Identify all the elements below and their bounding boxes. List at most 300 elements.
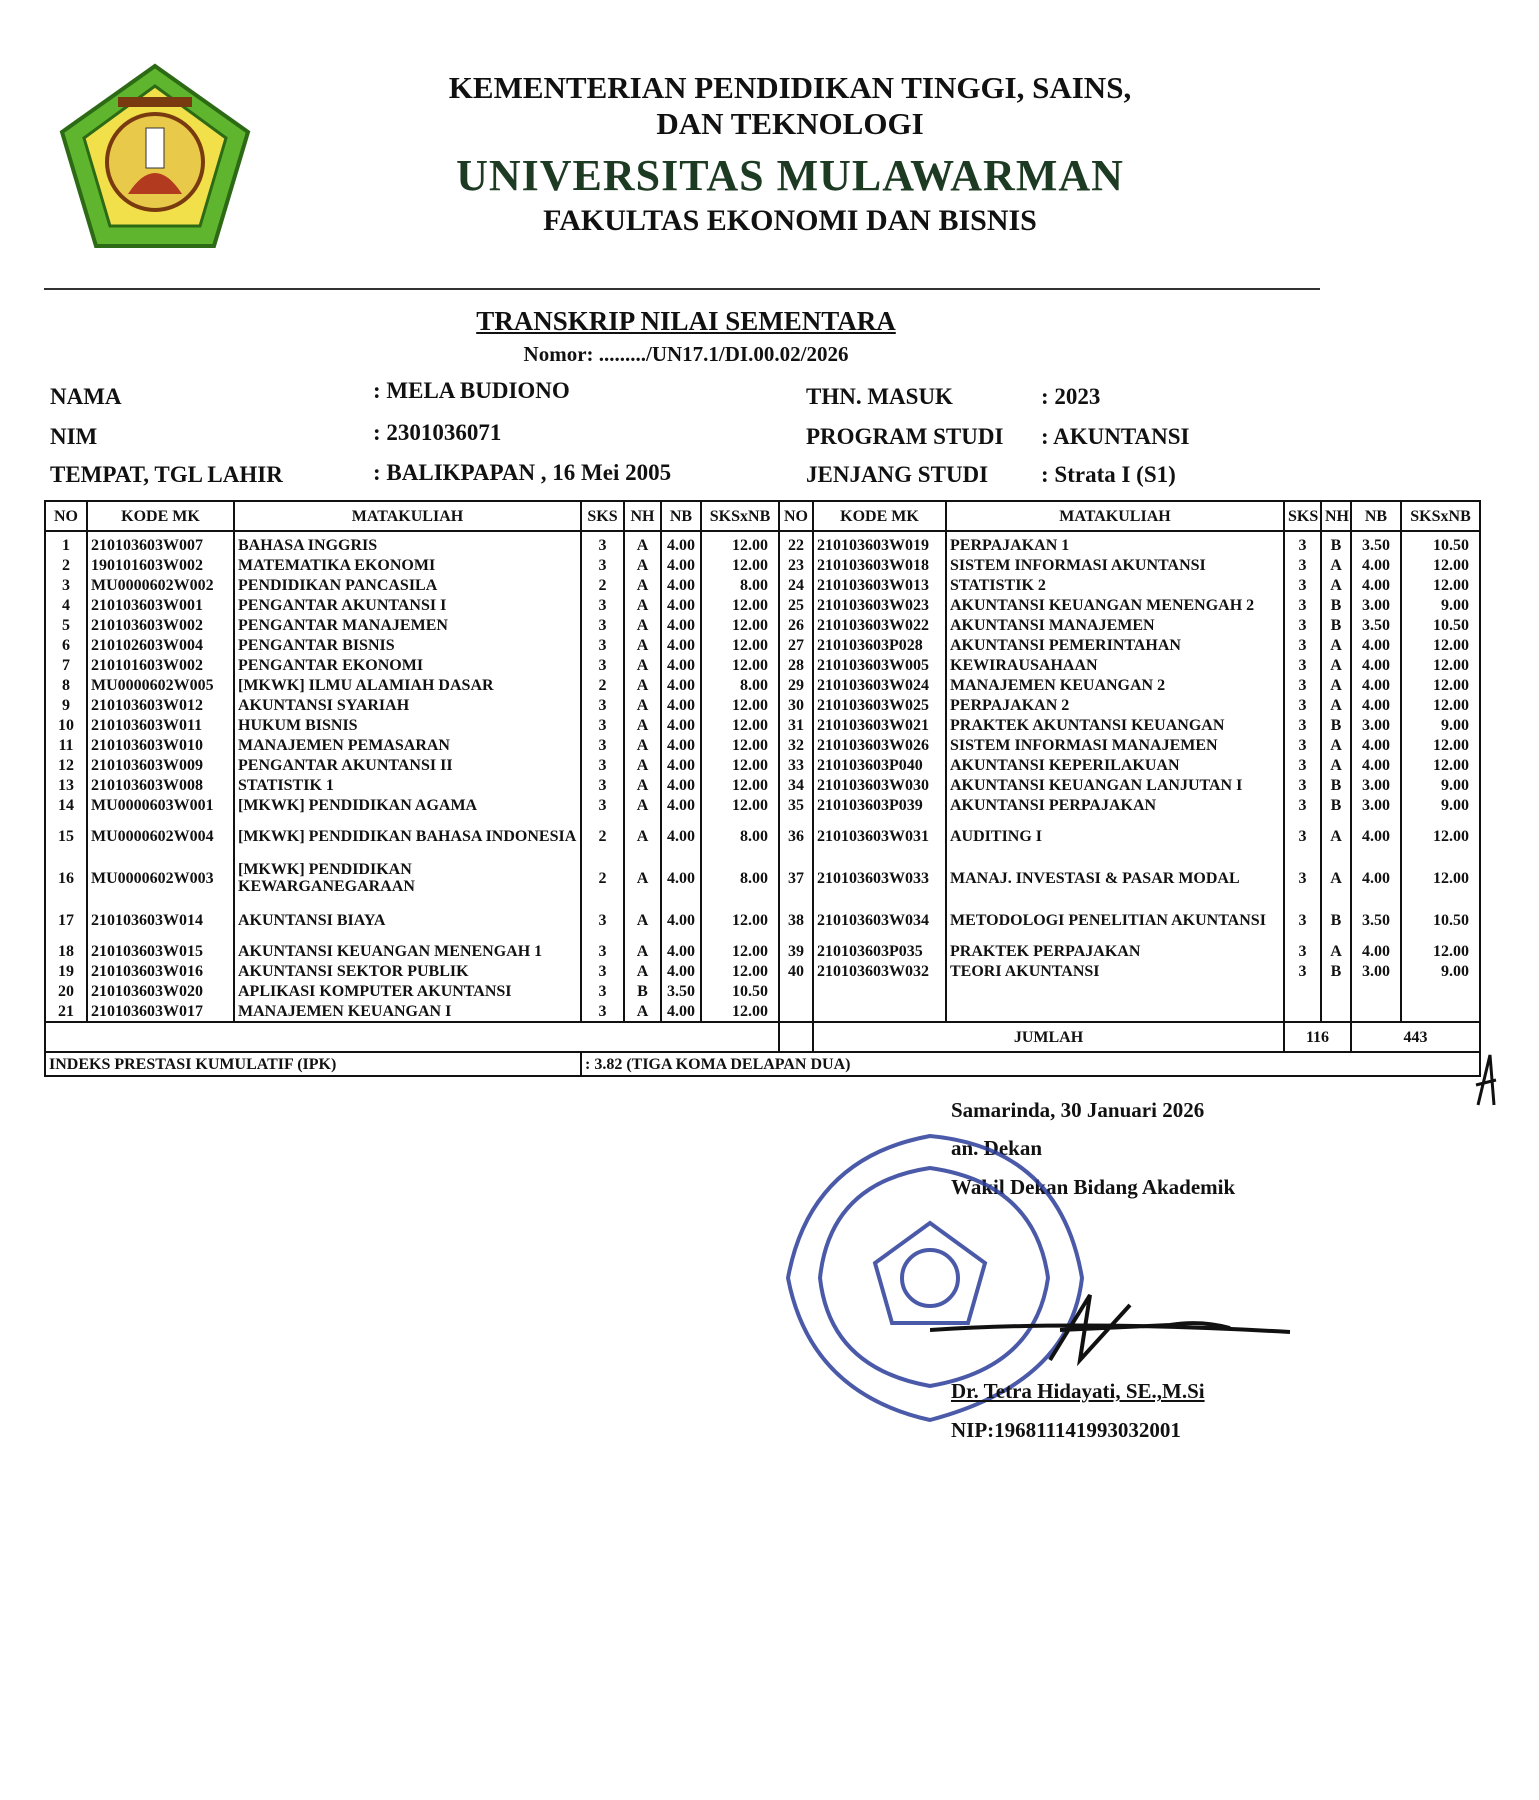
cell-nh: B (1321, 775, 1351, 795)
cell-kode-mk: MU0000603W001 (87, 795, 234, 815)
cell-no: 27 (779, 635, 813, 655)
cell-no: 20 (45, 981, 87, 1001)
jenjang-value: : Strata I (S1) (1041, 462, 1176, 487)
cell-kode-mk: 210103603W033 (813, 857, 946, 899)
cell-no: 10 (45, 715, 87, 735)
cell-nb: 3.00 (1351, 795, 1401, 815)
cell-sksxnb: 12.00 (701, 775, 779, 795)
cell-matakuliah: PENGANTAR MANAJEMEN (234, 615, 581, 635)
cell-nh: B (1321, 899, 1351, 941)
cell-sksxnb: 12.00 (701, 899, 779, 941)
empty-cell (1401, 1001, 1480, 1022)
cell-nb: 4.00 (1351, 575, 1401, 595)
cell-sks: 3 (1284, 575, 1321, 595)
cell-kode-mk: 210103603W031 (813, 815, 946, 857)
cell-nb: 4.00 (1351, 555, 1401, 575)
cell-nh: A (624, 735, 661, 755)
cell-sksxnb: 12.00 (1401, 857, 1480, 899)
cell-sks: 3 (1284, 715, 1321, 735)
cell-sks: 3 (581, 899, 624, 941)
cell-sks: 3 (581, 941, 624, 961)
cell-sks: 3 (1284, 775, 1321, 795)
cell-kode-mk: MU0000602W004 (87, 815, 234, 857)
cell-kode-mk: 210103603W013 (813, 575, 946, 595)
ttl-label: TEMPAT, TGL LAHIR (50, 462, 283, 487)
cell-sks: 3 (581, 695, 624, 715)
total-row (45, 1022, 1480, 1052)
cell-nh: A (624, 1001, 661, 1022)
cell-kode-mk: 210103603W016 (87, 961, 234, 981)
cell-sksxnb: 10.50 (701, 981, 779, 1001)
cell-nb: 4.00 (661, 595, 701, 615)
table-row (45, 755, 1480, 775)
cell-no: 1 (45, 531, 87, 555)
cell-no: 22 (779, 531, 813, 555)
initial-mark (1470, 1050, 1500, 1115)
cell-sks: 3 (581, 655, 624, 675)
cell-matakuliah: KEWIRAUSAHAAN (946, 655, 1284, 675)
cell-sksxnb: 9.00 (1401, 715, 1480, 735)
cell-nh: A (1321, 575, 1351, 595)
cell-no: 39 (779, 941, 813, 961)
cell-kode-mk: 210103603W014 (87, 899, 234, 941)
empty-cell (946, 1001, 1284, 1022)
empty-cell (813, 981, 946, 1001)
cell-nb: 4.00 (1351, 675, 1401, 695)
table-row (45, 795, 1480, 815)
cell-kode-mk: 210103603W020 (87, 981, 234, 1001)
cell-matakuliah: SISTEM INFORMASI AKUNTANSI (946, 555, 1284, 575)
cell-sksxnb: 12.00 (1401, 675, 1480, 695)
cell-nh: A (1321, 635, 1351, 655)
cell-sks: 3 (1284, 755, 1321, 775)
cell-sks: 2 (581, 815, 624, 857)
cell-nh: A (624, 941, 661, 961)
cell-no: 13 (45, 775, 87, 795)
cell-nh: A (1321, 815, 1351, 857)
signer-nip: NIP:196811141993032001 (951, 1418, 1181, 1442)
cell-matakuliah: [MKWK] PENDIDIKAN KEWARGANEGARAAN (234, 857, 581, 899)
cell-nb: 4.00 (661, 775, 701, 795)
empty-cell (1284, 981, 1321, 1001)
nama-value: : MELA BUDIONO (373, 378, 570, 403)
cell-nh: A (624, 899, 661, 941)
cell-nh: B (624, 981, 661, 1001)
cell-sks: 3 (1284, 735, 1321, 755)
table-row (45, 981, 1480, 1001)
signer-name: Dr. Tetra Hidayati, SE.,M.Si (951, 1379, 1205, 1403)
cell-kode-mk: 210103603W018 (813, 555, 946, 575)
table-row (45, 775, 1480, 795)
cell-sksxnb: 12.00 (1401, 655, 1480, 675)
cell-nh: A (624, 615, 661, 635)
cell-matakuliah: METODOLOGI PENELITIAN AKUNTANSI (946, 899, 1284, 941)
ministry-line-1: KEMENTERIAN PENDIDIKAN TINGGI, SAINS, (448, 70, 1132, 105)
cell-nh: A (624, 595, 661, 615)
cell-kode-mk: 210103603W034 (813, 899, 946, 941)
signer-position: Wakil Dekan Bidang Akademik (951, 1175, 1236, 1199)
cell-kode-mk: 210101603W002 (87, 655, 234, 675)
cell-sks: 3 (581, 635, 624, 655)
empty-cell (813, 1001, 946, 1022)
cell-sks: 3 (581, 1001, 624, 1022)
cell-nb: 4.00 (661, 815, 701, 857)
cell-no: 23 (779, 555, 813, 575)
column-header-nh: NH (1321, 501, 1351, 531)
cell-nh: A (1321, 555, 1351, 575)
cell-nh: A (1321, 695, 1351, 715)
cell-no: 35 (779, 795, 813, 815)
cell-no: 2 (45, 555, 87, 575)
cell-sks: 3 (581, 981, 624, 1001)
cell-sksxnb: 9.00 (1401, 795, 1480, 815)
cell-sksxnb: 12.00 (701, 735, 779, 755)
cell-nh: A (624, 795, 661, 815)
cell-nh: A (1321, 735, 1351, 755)
cell-matakuliah: AKUNTANSI BIAYA (234, 899, 581, 941)
cell-kode-mk: 210103603W011 (87, 715, 234, 735)
cell-matakuliah: MANAJ. INVESTASI & PASAR MODAL (946, 857, 1284, 899)
cell-kode-mk: 210103603W032 (813, 961, 946, 981)
cell-no: 31 (779, 715, 813, 735)
cell-sksxnb: 8.00 (701, 575, 779, 595)
cell-matakuliah: [MKWK] PENDIDIKAN AGAMA (234, 795, 581, 815)
cell-no: 29 (779, 675, 813, 695)
cell-nh: A (1321, 655, 1351, 675)
cell-sks: 3 (1284, 899, 1321, 941)
cell-matakuliah: PRAKTEK PERPAJAKAN (946, 941, 1284, 961)
cell-kode-mk: 210103603P028 (813, 635, 946, 655)
cell-no: 30 (779, 695, 813, 715)
cell-sksxnb: 12.00 (1401, 735, 1480, 755)
column-header-sks: SKS (581, 501, 624, 531)
cell-no: 19 (45, 961, 87, 981)
cell-nh: A (624, 531, 661, 555)
cell-nb: 4.00 (661, 555, 701, 575)
cell-nh: B (1321, 531, 1351, 555)
cell-kode-mk: 210103603P035 (813, 941, 946, 961)
cell-matakuliah: SISTEM INFORMASI MANAJEMEN (946, 735, 1284, 755)
cell-sks: 3 (581, 715, 624, 735)
cell-matakuliah: PENGANTAR EKONOMI (234, 655, 581, 675)
cell-sksxnb: 12.00 (701, 755, 779, 775)
cell-nb: 4.00 (661, 531, 701, 555)
cell-kode-mk: 210103603W019 (813, 531, 946, 555)
cell-matakuliah: AKUNTANSI PERPAJAKAN (946, 795, 1284, 815)
cell-sksxnb: 12.00 (701, 795, 779, 815)
table-row (45, 675, 1480, 695)
table-row (45, 575, 1480, 595)
cell-sksxnb: 10.50 (1401, 615, 1480, 635)
table-row (45, 655, 1480, 675)
cell-sks: 3 (1284, 615, 1321, 635)
cell-matakuliah: MANAJEMEN KEUANGAN 2 (946, 675, 1284, 695)
cell-no: 32 (779, 735, 813, 755)
table-row (45, 1001, 1480, 1022)
column-header-nh: NH (624, 501, 661, 531)
cell-nb: 3.00 (1351, 961, 1401, 981)
prodi-label: PROGRAM STUDI (806, 424, 1004, 449)
cell-nb: 3.50 (1351, 531, 1401, 555)
table-header-row (45, 501, 1480, 531)
cell-kode-mk: 210103603W030 (813, 775, 946, 795)
cell-matakuliah: [MKWK] ILMU ALAMIAH DASAR (234, 675, 581, 695)
cell-nb: 4.00 (661, 675, 701, 695)
header-divider (44, 288, 1320, 290)
cell-kode-mk: MU0000602W005 (87, 675, 234, 695)
cell-nb: 4.00 (1351, 735, 1401, 755)
total-sksxnb: 443 (1351, 1022, 1480, 1052)
cell-nb: 4.00 (661, 1001, 701, 1022)
cell-nh: A (624, 555, 661, 575)
cell-sks: 3 (581, 595, 624, 615)
ttl-value: : BALIKPAPAN , 16 Mei 2005 (373, 460, 672, 485)
cell-nh: B (1321, 615, 1351, 635)
cell-nh: A (624, 857, 661, 899)
cell-sksxnb: 12.00 (701, 715, 779, 735)
cell-nh: A (624, 775, 661, 795)
cell-nh: A (624, 655, 661, 675)
nama-label: NAMA (50, 384, 122, 409)
cell-nb: 4.00 (661, 575, 701, 595)
cell-matakuliah: AKUNTANSI SEKTOR PUBLIK (234, 961, 581, 981)
cell-nh: A (1321, 755, 1351, 775)
table-row (45, 595, 1480, 615)
cell-sksxnb: 10.50 (1401, 899, 1480, 941)
cell-no: 15 (45, 815, 87, 857)
table-row (45, 857, 1480, 899)
cell-kode-mk: 210103603P040 (813, 755, 946, 775)
cell-no: 7 (45, 655, 87, 675)
total-sks: 116 (1284, 1022, 1351, 1052)
column-header-matakuliah: MATAKULIAH (946, 501, 1284, 531)
cell-sksxnb: 12.00 (1401, 555, 1480, 575)
cell-sksxnb: 12.00 (701, 941, 779, 961)
cell-nh: A (624, 695, 661, 715)
cell-kode-mk: 210102603W004 (87, 635, 234, 655)
column-header-no: NO (45, 501, 87, 531)
cell-nb: 4.00 (661, 735, 701, 755)
cell-matakuliah: AKUNTANSI KEUANGAN MENENGAH 2 (946, 595, 1284, 615)
column-header-sksxnb: SKSxNB (701, 501, 779, 531)
empty-cell (1401, 981, 1480, 1001)
cell-nh: A (624, 635, 661, 655)
cell-nb: 4.00 (1351, 941, 1401, 961)
cell-nb: 4.00 (1351, 635, 1401, 655)
cell-nb: 3.50 (1351, 615, 1401, 635)
cell-matakuliah: BAHASA INGGRIS (234, 531, 581, 555)
cell-no: 11 (45, 735, 87, 755)
cell-kode-mk: 210103603W017 (87, 1001, 234, 1022)
table-row (45, 961, 1480, 981)
empty-cell (1321, 1001, 1351, 1022)
cell-nb: 4.00 (661, 635, 701, 655)
cell-sksxnb: 9.00 (1401, 961, 1480, 981)
cell-no: 24 (779, 575, 813, 595)
cell-kode-mk: 210103603W010 (87, 735, 234, 755)
cell-matakuliah: PENGANTAR AKUNTANSI I (234, 595, 581, 615)
cell-sksxnb: 9.00 (1401, 595, 1480, 615)
cell-nb: 4.00 (661, 961, 701, 981)
cell-sks: 3 (1284, 961, 1321, 981)
masuk-label: THN. MASUK (806, 384, 953, 409)
cell-nh: B (1321, 595, 1351, 615)
cell-nb: 4.00 (1351, 857, 1401, 899)
university-name: UNIVERSITAS MULAWARMAN (456, 151, 1124, 200)
cell-matakuliah: MANAJEMEN PEMASARAN (234, 735, 581, 755)
cell-nh: A (624, 575, 661, 595)
cell-kode-mk: MU0000602W003 (87, 857, 234, 899)
cell-sksxnb: 12.00 (701, 615, 779, 635)
cell-nh: A (624, 715, 661, 735)
cell-sksxnb: 9.00 (1401, 775, 1480, 795)
cell-nb: 3.00 (1351, 595, 1401, 615)
cell-sksxnb: 8.00 (701, 857, 779, 899)
cell-matakuliah: AKUNTANSI PEMERINTAHAN (946, 635, 1284, 655)
table-row (45, 715, 1480, 735)
cell-matakuliah: PERPAJAKAN 2 (946, 695, 1284, 715)
cell-sksxnb: 12.00 (1401, 941, 1480, 961)
cell-no: 25 (779, 595, 813, 615)
cell-sks: 3 (1284, 695, 1321, 715)
cell-sks: 2 (581, 575, 624, 595)
cell-matakuliah: AUDITING I (946, 815, 1284, 857)
cell-no: 17 (45, 899, 87, 941)
cell-sks: 3 (1284, 635, 1321, 655)
masuk-value: : 2023 (1041, 384, 1101, 409)
cell-sks: 3 (1284, 531, 1321, 555)
cell-nb: 3.50 (661, 981, 701, 1001)
column-header-sks: SKS (1284, 501, 1321, 531)
cell-kode-mk: 190101603W002 (87, 555, 234, 575)
cell-sks: 3 (581, 735, 624, 755)
cell-nb: 4.00 (661, 857, 701, 899)
cell-nb: 3.00 (1351, 775, 1401, 795)
cell-kode-mk: 210103603W021 (813, 715, 946, 735)
cell-kode-mk: 210103603W012 (87, 695, 234, 715)
cell-matakuliah: PERPAJAKAN 1 (946, 531, 1284, 555)
table-row (45, 941, 1480, 961)
cell-nb: 4.00 (661, 715, 701, 735)
cell-sks: 3 (1284, 795, 1321, 815)
column-header-kode-mk: KODE MK (813, 501, 946, 531)
cell-no: 6 (45, 635, 87, 655)
cell-sks: 3 (1284, 555, 1321, 575)
empty-cell (779, 981, 813, 1001)
table-row (45, 735, 1480, 755)
cell-sks: 3 (1284, 675, 1321, 695)
cell-sksxnb: 12.00 (1401, 755, 1480, 775)
cell-no: 21 (45, 1001, 87, 1022)
cell-matakuliah: AKUNTANSI SYARIAH (234, 695, 581, 715)
column-header-no: NO (779, 501, 813, 531)
cell-matakuliah: PENGANTAR AKUNTANSI II (234, 755, 581, 775)
cell-matakuliah: AKUNTANSI KEUANGAN MENENGAH 1 (234, 941, 581, 961)
cell-nb: 4.00 (1351, 655, 1401, 675)
cell-sksxnb: 12.00 (701, 655, 779, 675)
cell-nh: A (624, 755, 661, 775)
cell-sksxnb: 12.00 (701, 1001, 779, 1022)
nim-label: NIM (50, 424, 98, 449)
nim-value: : 2301036071 (373, 420, 502, 445)
cell-matakuliah: PRAKTEK AKUNTANSI KEUANGAN (946, 715, 1284, 735)
cell-no: 14 (45, 795, 87, 815)
cell-sks: 3 (581, 531, 624, 555)
empty-cell (1351, 981, 1401, 1001)
cell-no: 38 (779, 899, 813, 941)
cell-nh: A (624, 815, 661, 857)
cell-sks: 3 (1284, 941, 1321, 961)
cell-sksxnb: 12.00 (701, 555, 779, 575)
document-title: TRANSKRIP NILAI SEMENTARA (476, 306, 896, 336)
cell-kode-mk: 210103603W015 (87, 941, 234, 961)
cell-kode-mk: 210103603W005 (813, 655, 946, 675)
cell-nb: 4.00 (661, 695, 701, 715)
document-number: Nomor: ........./UN17.1/DI.00.02/2026 (523, 342, 849, 366)
cell-kode-mk: 210103603P039 (813, 795, 946, 815)
empty-cell (1351, 1001, 1401, 1022)
cell-kode-mk: 210103603W026 (813, 735, 946, 755)
cell-no: 40 (779, 961, 813, 981)
table-row (45, 555, 1480, 575)
cell-nb: 4.00 (1351, 695, 1401, 715)
cell-nb: 3.00 (1351, 715, 1401, 735)
cell-nb: 4.00 (661, 755, 701, 775)
cell-nh: B (1321, 961, 1351, 981)
cell-matakuliah: [MKWK] PENDIDIKAN BAHASA INDONESIA (234, 815, 581, 857)
cell-no: 8 (45, 675, 87, 695)
grades-table (44, 500, 1481, 1077)
column-header-nb: NB (661, 501, 701, 531)
cell-no: 3 (45, 575, 87, 595)
cell-no: 36 (779, 815, 813, 857)
empty-cell (1321, 981, 1351, 1001)
cell-matakuliah: AKUNTANSI MANAJEMEN (946, 615, 1284, 635)
cell-matakuliah: STATISTIK 2 (946, 575, 1284, 595)
table-row (45, 615, 1480, 635)
ipk-value: : 3.82 (TIGA KOMA DELAPAN DUA) (581, 1052, 1480, 1076)
cell-nh: B (1321, 715, 1351, 735)
table-row (45, 635, 1480, 655)
column-header-matakuliah: MATAKULIAH (234, 501, 581, 531)
ipk-label: INDEKS PRESTASI KUMULATIF (IPK) (45, 1052, 581, 1076)
empty-cell (779, 1001, 813, 1022)
cell-sks: 3 (1284, 595, 1321, 615)
cell-sks: 3 (1284, 815, 1321, 857)
cell-nh: A (1321, 857, 1351, 899)
cell-no: 9 (45, 695, 87, 715)
cell-kode-mk: 210103603W025 (813, 695, 946, 715)
cell-nb: 3.50 (1351, 899, 1401, 941)
cell-sksxnb: 12.00 (701, 635, 779, 655)
cell-sks: 3 (1284, 655, 1321, 675)
cell-matakuliah: APLIKASI KOMPUTER AKUNTANSI (234, 981, 581, 1001)
cell-sks: 3 (581, 795, 624, 815)
cell-sksxnb: 10.50 (1401, 531, 1480, 555)
cell-kode-mk: 210103603W002 (87, 615, 234, 635)
cell-sksxnb: 12.00 (701, 595, 779, 615)
cell-kode-mk: 210103603W023 (813, 595, 946, 615)
faculty-name: FAKULTAS EKONOMI DAN BISNIS (543, 204, 1037, 237)
table-row (45, 695, 1480, 715)
empty-cell (946, 981, 1284, 1001)
cell-matakuliah: STATISTIK 1 (234, 775, 581, 795)
cell-kode-mk: MU0000602W002 (87, 575, 234, 595)
cell-nh: B (1321, 795, 1351, 815)
cell-sks: 3 (1284, 857, 1321, 899)
cell-sksxnb: 12.00 (701, 531, 779, 555)
cell-matakuliah: PENGANTAR BISNIS (234, 635, 581, 655)
